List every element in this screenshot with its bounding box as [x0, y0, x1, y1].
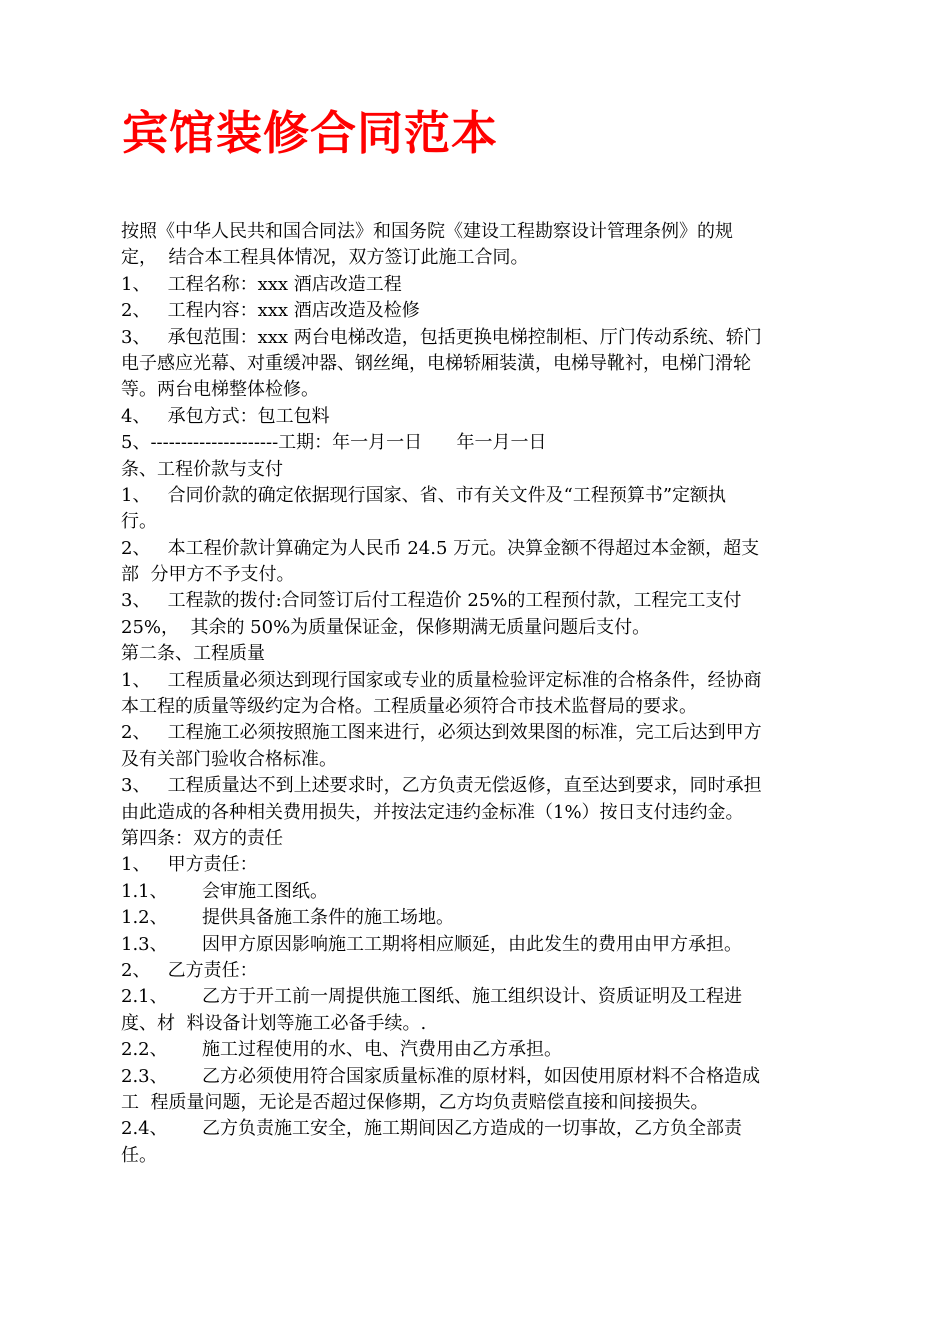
contract-line: 3、 工程款的拨付:合同签订后付工程造价 25%的工程预付款，工程完工支付	[121, 590, 742, 612]
contract-line: 2、 本工程价款计算确定为人民币 24.5 万元。决算金额不得超过本金额，超支	[121, 537, 760, 559]
contract-line: 工 程质量问题，无论是否超过保修期，乙方均负责赔偿直接和间接损失。	[121, 1091, 709, 1113]
contract-line: 等。两台电梯整体检修。	[121, 379, 319, 401]
contract-line: 2、 工程内容：xxx 酒店改造及检修	[121, 300, 420, 322]
contract-line: 2、 乙方责任：	[121, 959, 258, 981]
contract-line: 2.1、 乙方于开工前一周提供施工图纸、施工组织设计、资质证明及工程进	[121, 986, 742, 1008]
contract-line: 度、材 料设备计划等施工必备手续。.	[121, 1012, 427, 1034]
contract-line: 2.3、 乙方必须使用符合国家质量标准的原材料，如因使用原材料不合格造成	[121, 1065, 760, 1087]
contract-line: 5、---------------------工期：年一月一日 年一月一日	[121, 432, 547, 454]
contract-line: 1、 甲方责任：	[121, 854, 258, 876]
contract-line: 按照《中华人民共和国合同法》和国务院《建设工程勘察设计管理条例》的规	[121, 221, 733, 242]
document-title: 宾馆装修合同范本	[122, 106, 498, 160]
contract-line: 定， 结合本工程具体情况，双方签订此施工合同。	[121, 247, 529, 269]
contract-line: 2、 工程施工必须按照施工图来进行，必须达到效果图的标准，完工后达到甲方	[121, 722, 762, 744]
contract-line: 行。	[121, 511, 157, 533]
contract-line: 1、 工程名称：xxx 酒店改造工程	[121, 273, 402, 295]
contract-body	[121, 219, 837, 1169]
contract-line: 1、 合同价款的确定依据现行国家、省、市有关文件及“工程预算书”定额执	[121, 484, 727, 506]
contract-line: 电子感应光幕、对重缓冲器、钢丝绳，电梯轿厢装潢，电梯导靴衬，电梯门滑轮	[121, 352, 751, 374]
contract-line: 第二条、工程质量	[121, 643, 265, 665]
contract-line: 3、 工程质量达不到上述要求时，乙方负责无偿返修，直至达到要求，同时承担	[121, 775, 762, 797]
contract-line: 及有关部门验收合格标准。	[121, 748, 337, 770]
contract-line: 由此造成的各种相关费用损失，并按法定违约金标准（1%）按日支付违约金。	[121, 801, 744, 823]
contract-line: 2.2、 施工过程使用的水、电、汽费用由乙方承担。	[121, 1039, 562, 1061]
contract-line: 条、工程价款与支付	[121, 458, 283, 480]
contract-line: 1.1、 会审施工图纸。	[121, 880, 328, 902]
contract-line: 4、 承包方式：包工包料	[121, 405, 330, 427]
contract-line: 部 分甲方不予支付。	[121, 564, 295, 586]
contract-line: 第四条：双方的责任	[121, 827, 283, 849]
contract-line: 1.2、 提供具备施工条件的施工场地。	[121, 907, 454, 929]
contract-line: 25%， 其余的 50%为质量保证金，保修期满无质量问题后支付。	[121, 616, 651, 638]
contract-line: 任。	[121, 1144, 157, 1166]
contract-line: 2.4、 乙方负责施工安全，施工期间因乙方造成的一切事故，乙方负全部责	[121, 1118, 742, 1140]
contract-line: 3、 承包范围：xxx 两台电梯改造，包括更换电梯控制柜、厅门传动系统、轿门	[121, 326, 762, 348]
contract-line: 本工程的质量等级约定为合格。工程质量必须符合市技术监督局的要求。	[121, 696, 697, 718]
contract-line: 1.3、 因甲方原因影响施工工期将相应顺延，由此发生的费用由甲方承担。	[121, 933, 742, 955]
contract-line: 1、 工程质量必须达到现行国家或专业的质量检验评定标准的合格条件，经协商	[121, 669, 762, 691]
